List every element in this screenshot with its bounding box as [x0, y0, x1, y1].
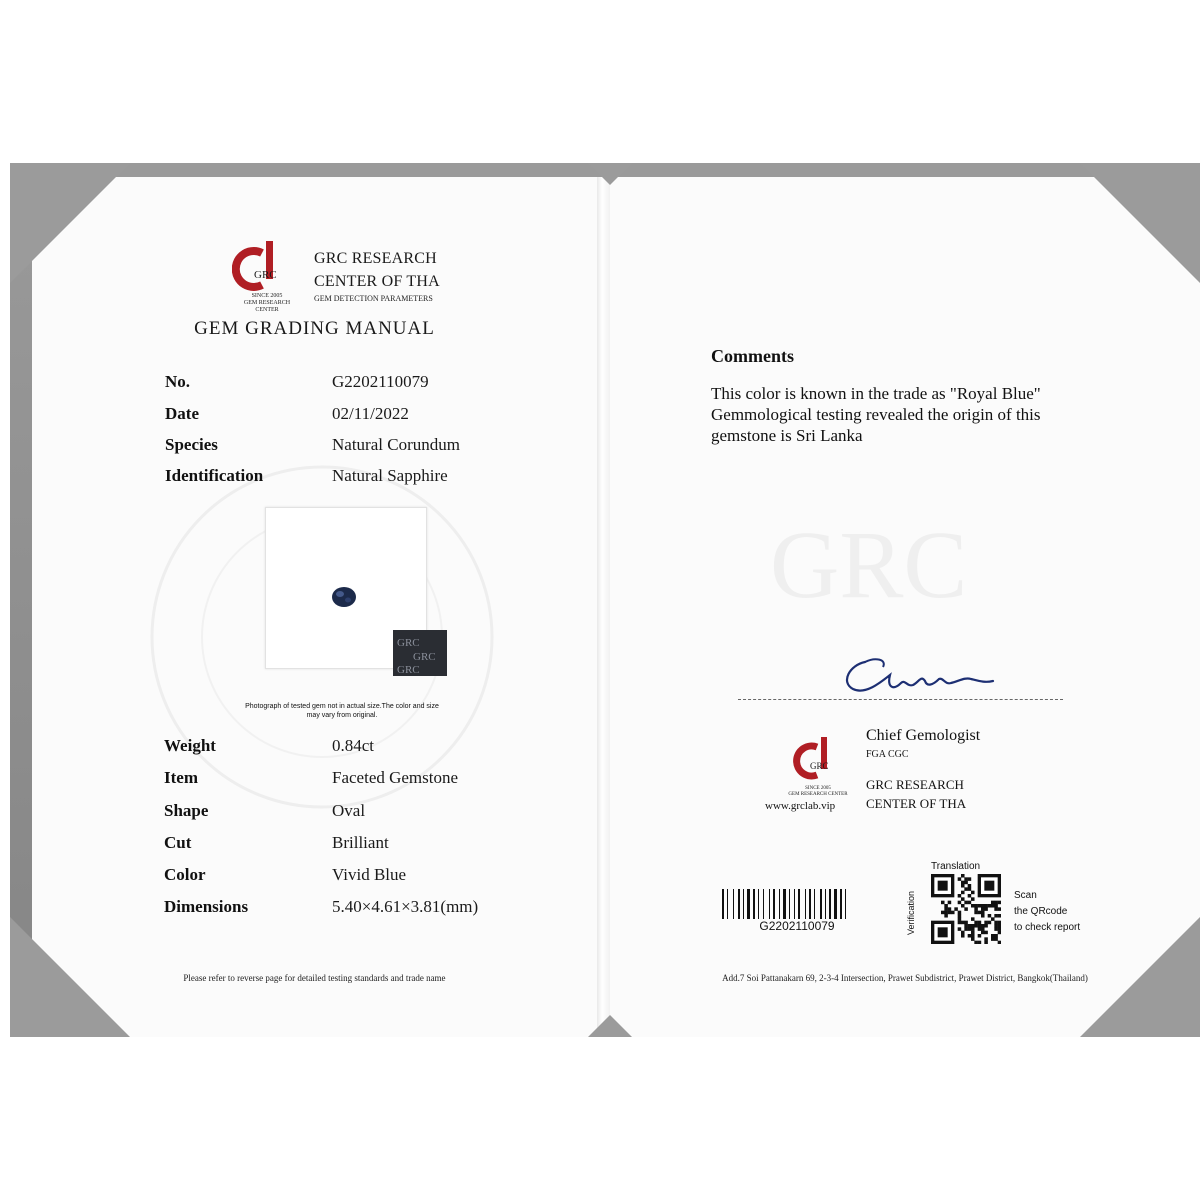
qr-module [958, 914, 962, 918]
hologram-sticker [393, 630, 447, 676]
qr-module [981, 931, 985, 935]
qr-module [984, 921, 988, 925]
value-number: G2202110079 [332, 372, 429, 391]
qr-module [998, 901, 1001, 905]
barcode-image [722, 889, 872, 919]
qr-translation-label: Translation [931, 861, 981, 872]
gem-photo [265, 507, 436, 676]
corner-top-left [10, 163, 130, 283]
qr-module [958, 921, 962, 925]
corner-middle-top [588, 163, 632, 185]
qr-module [991, 901, 995, 905]
qr-finder [938, 927, 948, 937]
qr-module [961, 931, 965, 935]
value-date: 02/11/2022 [332, 404, 409, 423]
scan-line-1: Scan [1014, 890, 1037, 901]
qr-module [964, 901, 968, 905]
qr-module [988, 914, 992, 918]
qr-module [944, 914, 948, 918]
label-color: Color [164, 865, 206, 884]
qr-module [981, 904, 985, 908]
barcode-bar [798, 889, 800, 919]
since-text-small: SINCE 2005 [805, 786, 831, 791]
label-weight: Weight [164, 736, 216, 755]
qr-module [958, 894, 962, 898]
qr-module [961, 921, 965, 925]
qr-module [991, 904, 995, 908]
qr-module [978, 904, 982, 908]
signer-credentials: FGA CGC [866, 749, 909, 760]
signature-line [738, 699, 1063, 700]
qr-module [994, 921, 998, 925]
barcode-bar [814, 889, 815, 919]
barcode-bar [779, 889, 780, 919]
qr-module [991, 937, 995, 941]
qr-module [991, 917, 995, 921]
qr-module [964, 887, 968, 891]
qr-module [994, 934, 998, 938]
barcode-bar [783, 889, 786, 919]
qr-module [968, 927, 972, 931]
qr-module [998, 931, 1001, 935]
qr-module [971, 917, 975, 921]
right-footer-address: Add.7 Soi Pattanakarn 69, 2-3-4 Intersection, Prawet Subdistrict, Prawet District, Bangkok(Thailand) [722, 973, 1088, 983]
scan-line-2: the QRcode [1014, 906, 1068, 917]
qr-finder [984, 881, 994, 891]
center-small-text: GEM RESEARCH CENTER [243, 300, 291, 313]
signer-title: Chief Gemologist [866, 727, 981, 744]
qr-module [974, 904, 978, 908]
qr-module [974, 907, 978, 911]
label-dimensions: Dimensions [164, 897, 249, 916]
org-line-2: CENTER OF THA [866, 796, 967, 811]
right-page [610, 177, 1200, 1037]
barcode-bar [773, 889, 775, 919]
barcode-bar [794, 889, 795, 919]
comments-line-3: gemstone is Sri Lanka [711, 426, 863, 445]
qr-module [984, 924, 988, 928]
barcode-bar [722, 889, 724, 919]
label-date: Date [165, 404, 199, 423]
value-species: Natural Corundum [332, 435, 460, 454]
qr-module [978, 911, 982, 915]
barcode-number: G2202110079 [759, 919, 835, 933]
qr-module [954, 907, 958, 911]
qr-module [964, 881, 968, 885]
qr-module [968, 887, 972, 891]
website-link[interactable]: www.grclab.vip [765, 800, 836, 812]
qr-module [984, 931, 988, 935]
qr-module [998, 907, 1001, 911]
qr-module [971, 931, 975, 935]
qr-module [944, 904, 948, 908]
center-small-text-2: GEM RESEARCH CENTER [788, 792, 848, 797]
qr-module [974, 924, 978, 928]
qr-module [991, 934, 995, 938]
qr-module [994, 927, 998, 931]
qr-module [984, 937, 988, 941]
barcode-bar [834, 889, 837, 919]
watermark-letters: GRC [770, 511, 968, 618]
qr-module [981, 914, 985, 918]
grc-logo-icon-small [793, 735, 843, 787]
qr-module [998, 927, 1001, 931]
qr-module [971, 934, 975, 938]
qr-module [978, 924, 982, 928]
barcode-bar [758, 889, 759, 919]
barcode-bar [789, 889, 790, 919]
qr-module [964, 921, 968, 925]
qr-module [964, 924, 968, 928]
qr-module [948, 901, 952, 905]
grc-logo-icon [232, 239, 294, 299]
value-identification: Natural Sapphire [332, 466, 448, 485]
qr-module [984, 941, 988, 944]
qr-module [974, 911, 978, 915]
value-item: Faceted Gemstone [332, 768, 459, 787]
barcode-bar [829, 889, 831, 919]
qr-module [978, 921, 982, 925]
barcode-bar [753, 889, 755, 919]
corner-top-right [1080, 163, 1200, 283]
qr-module [964, 907, 968, 911]
label-identification: Identification [165, 466, 264, 485]
qr-module [961, 934, 965, 938]
left-page [32, 177, 597, 1037]
qr-module [998, 914, 1001, 918]
label-number: No. [165, 372, 191, 391]
comments-body [711, 383, 1041, 446]
qr-module [961, 884, 965, 888]
brand-name [314, 247, 440, 293]
barcode-bar [747, 889, 750, 919]
barcode-bar [763, 889, 764, 919]
hologram-text-1: GRC [397, 637, 420, 649]
qr-code-icon[interactable] [931, 874, 1001, 944]
qr-module [964, 877, 968, 881]
qr-module [958, 877, 962, 881]
qr-module [981, 907, 985, 911]
qr-module [981, 911, 985, 915]
since-text: SINCE 2005 [251, 293, 283, 299]
barcode-bar [805, 889, 806, 919]
qr-module [981, 924, 985, 928]
label-shape: Shape [164, 801, 209, 820]
label-cut: Cut [164, 833, 192, 852]
qr-module [961, 904, 965, 908]
corner-bottom-left [10, 917, 130, 1037]
qr-module [948, 911, 952, 915]
value-weight: 0.84ct [332, 736, 375, 755]
folder-spine [597, 177, 610, 1037]
barcode-bar [809, 889, 811, 919]
barcode-bar [825, 889, 826, 919]
qr-module [961, 881, 965, 885]
qr-module [971, 904, 975, 908]
qr-module [988, 921, 992, 925]
value-color: Vivid Blue [332, 865, 407, 884]
comments-line-1: This color is known in the trade as "Royal Blue" [711, 384, 1041, 403]
qr-module [978, 941, 982, 944]
label-item: Item [164, 768, 198, 787]
barcode-bar [769, 889, 770, 919]
hologram-text-3: GRC [397, 664, 420, 676]
left-footer-note: Please refer to reverse page for detailed testing standards and trade name [183, 973, 446, 983]
brand-name-line2: CENTER OF THA [314, 273, 440, 290]
qr-module [951, 911, 955, 915]
qr-module [998, 941, 1001, 944]
logo-since-small [788, 786, 848, 798]
photo-caption: Photograph of tested gem not in actual size.The color and size may vary from original. [245, 703, 439, 719]
qr-module [994, 937, 998, 941]
logo-letters-small: GRC [810, 761, 829, 771]
qr-module [974, 941, 978, 944]
brand-tagline: GEM DETECTION PARAMETERS [314, 294, 433, 303]
qr-module [994, 901, 998, 905]
qr-module [948, 907, 952, 911]
qr-module [968, 901, 972, 905]
qr-module [961, 874, 965, 878]
qr-module [974, 921, 978, 925]
qr-module [961, 891, 965, 895]
barcode-bar [840, 889, 842, 919]
qr-module [958, 927, 962, 931]
qr-module [971, 937, 975, 941]
qr-module [958, 911, 962, 915]
logo-since [237, 293, 297, 314]
qr-module [994, 904, 998, 908]
logo-letters: GRC [254, 269, 277, 281]
scan-instructions [1014, 888, 1080, 936]
scan-line-3: to check report [1014, 922, 1081, 933]
qr-module [968, 924, 972, 928]
qr-module [981, 927, 985, 931]
qr-module [941, 901, 945, 905]
qr-module [961, 897, 965, 901]
qr-module [944, 911, 948, 915]
qr-module [941, 911, 945, 915]
qr-module [971, 927, 975, 931]
qr-module [998, 921, 1001, 925]
label-species: Species [165, 435, 218, 454]
barcode-bar [738, 889, 740, 919]
value-dimensions: 5.40×4.61×3.81(mm) [332, 897, 479, 916]
qr-module [958, 917, 962, 921]
barcode-bar [743, 889, 744, 919]
manual-title: GEM GRADING MANUAL [194, 318, 435, 339]
qr-module [971, 897, 975, 901]
org-line-1: GRC RESEARCH [866, 777, 964, 792]
qr-module [994, 924, 998, 928]
qr-module [994, 914, 998, 918]
qr-module [998, 924, 1001, 928]
qr-module [988, 904, 992, 908]
watermark-grc [760, 497, 1060, 657]
qr-module [994, 907, 998, 911]
hologram-text-2: GRC [413, 651, 436, 663]
corner-bottom-right [1080, 917, 1200, 1037]
comments-line-2: Gemmological testing revealed the origin of this [711, 405, 1041, 424]
barcode-bar [727, 889, 728, 919]
qr-module [971, 924, 975, 928]
qr-module [968, 884, 972, 888]
barcode-bar [845, 889, 846, 919]
brand-name-line1: GRC RESEARCH [314, 250, 437, 267]
qr-module [968, 934, 972, 938]
qr-finder [938, 881, 948, 891]
value-cut: Brilliant [332, 833, 389, 852]
qr-module [971, 891, 975, 895]
certificate-folder [10, 163, 1200, 1037]
qr-module [978, 927, 982, 931]
qr-module [984, 907, 988, 911]
qr-module [964, 927, 968, 931]
org-name [866, 775, 966, 813]
qr-module [978, 934, 982, 938]
qr-module [958, 901, 962, 905]
qr-module [968, 877, 972, 881]
qr-module [944, 907, 948, 911]
barcode-bar [733, 889, 734, 919]
qr-module [968, 894, 972, 898]
qr-verification-label: Verification [906, 890, 916, 935]
value-shape: Oval [332, 801, 366, 820]
qr-module [984, 904, 988, 908]
signature-image [835, 637, 1005, 707]
comments-heading: Comments [711, 346, 794, 366]
barcode-bar [820, 889, 822, 919]
corner-middle-bottom [588, 1015, 632, 1037]
